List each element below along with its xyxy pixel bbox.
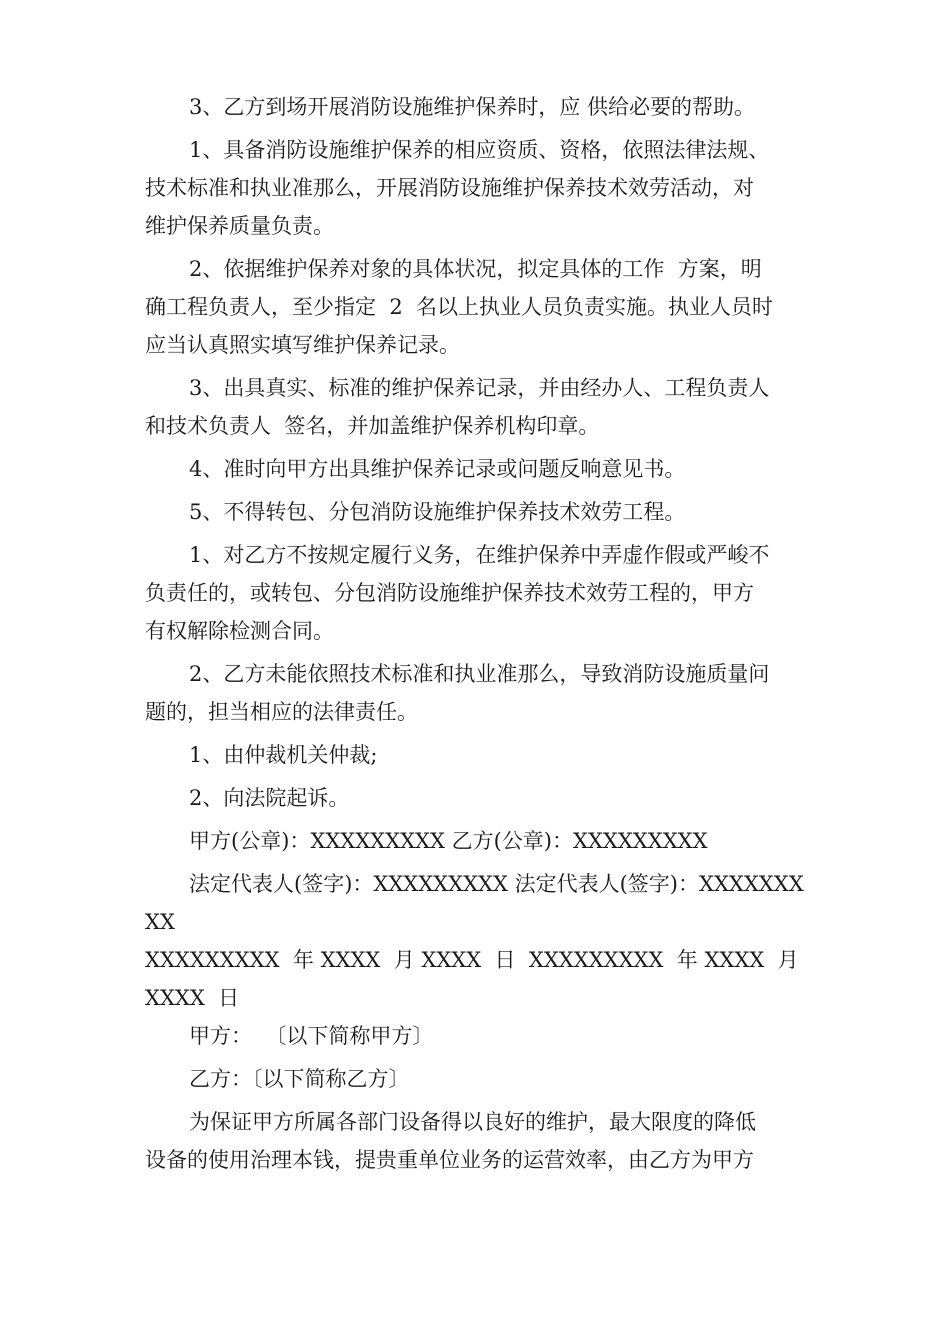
- paragraph-line: 负责任的，或转包、分包消防设施维护保养技术效劳工程的，甲方: [145, 581, 754, 605]
- paragraph: [145, 822, 810, 860]
- paragraph-line: 3、出具真实、标准的维护保养记录，并由经办人、工程负责人: [189, 376, 770, 400]
- paragraph-line: 技术标准和执业准那么，开展消防设施维护保养技术效劳活动，对: [145, 176, 754, 200]
- paragraph: [145, 250, 810, 364]
- paragraph: [145, 369, 810, 445]
- paragraph-line: 4、准时向甲方出具维护保养记录或问题反响意见书。: [189, 457, 686, 481]
- paragraph-line: 和技术负责人 签名，并加盖维护保养机构印章。: [145, 414, 600, 438]
- paragraph-line: 3、乙方到场开展消防设施维护保养时，应 供给必要的帮助。: [189, 95, 756, 119]
- paragraph-line: 确工程负责人，至少指定 2 名以上执业人员负责实施。执业人员时: [145, 295, 774, 319]
- paragraph-line: 1、对乙方不按规定履行义务，在维护保养中弄虚作假或严峻不: [189, 543, 770, 567]
- paragraph: [145, 736, 810, 774]
- paragraph: [145, 536, 810, 650]
- paragraph-line: 乙方：〔以下简称乙方〕: [189, 1067, 410, 1091]
- paragraph-line: 有权解除检测合同。: [145, 619, 334, 643]
- document-body: [145, 88, 810, 1184]
- paragraph: [145, 655, 810, 731]
- paragraph: [145, 1017, 810, 1055]
- paragraph-line: 维护保养质量负责。: [145, 214, 334, 238]
- paragraph-line: 甲方(公章)：XXXXXXXXX 乙方(公章)：XXXXXXXXX: [189, 829, 708, 853]
- paragraph: [145, 450, 810, 488]
- paragraph: [145, 1060, 810, 1098]
- paragraph: [145, 493, 810, 531]
- paragraph: [145, 1103, 810, 1179]
- paragraph-line: 为保证甲方所属各部门设备得以良好的维护，最大限度的降低: [189, 1110, 756, 1134]
- paragraph-line: 题的，担当相应的法律责任。: [145, 700, 418, 724]
- paragraph: [145, 779, 810, 817]
- paragraph-line: 2、乙方未能依照技术标准和执业准那么，导致消防设施质量问: [189, 662, 770, 686]
- paragraph-line: 法定代表人(签字)：XXXXXXXXX 法定代表人(签字)：XXXXXXXXX: [145, 872, 804, 934]
- paragraph-line: 2、向法院起诉。: [189, 786, 350, 810]
- paragraph-line: 1、具备消防设施维护保养的相应资质、资格，依照法律法规、: [189, 138, 770, 162]
- paragraph-line: XXXXXXXXX 年 XXXX 月 XXXX 日 XXXXXXXXX 年 XXXX 月 XXXX 日: [145, 948, 806, 1010]
- paragraph: [145, 88, 810, 126]
- paragraph: [145, 131, 810, 245]
- paragraph-line: 5、不得转包、分包消防设施维护保养技术效劳工程。: [189, 500, 686, 524]
- paragraph-line: 设备的使用治理本钱，提贵重单位业务的运营效率，由乙方为甲方: [145, 1148, 754, 1172]
- paragraph-line: 2、依据维护保养对象的具体状况，拟定具体的工作 方案，明: [189, 257, 762, 281]
- paragraph-line: 甲方： 〔以下简称甲方〕: [189, 1024, 434, 1048]
- paragraph-line: 应当认真照实填写维护保养记录。: [145, 333, 460, 357]
- paragraph: [145, 865, 810, 1017]
- paragraph-line: 1、由仲裁机关仲裁;: [189, 743, 378, 767]
